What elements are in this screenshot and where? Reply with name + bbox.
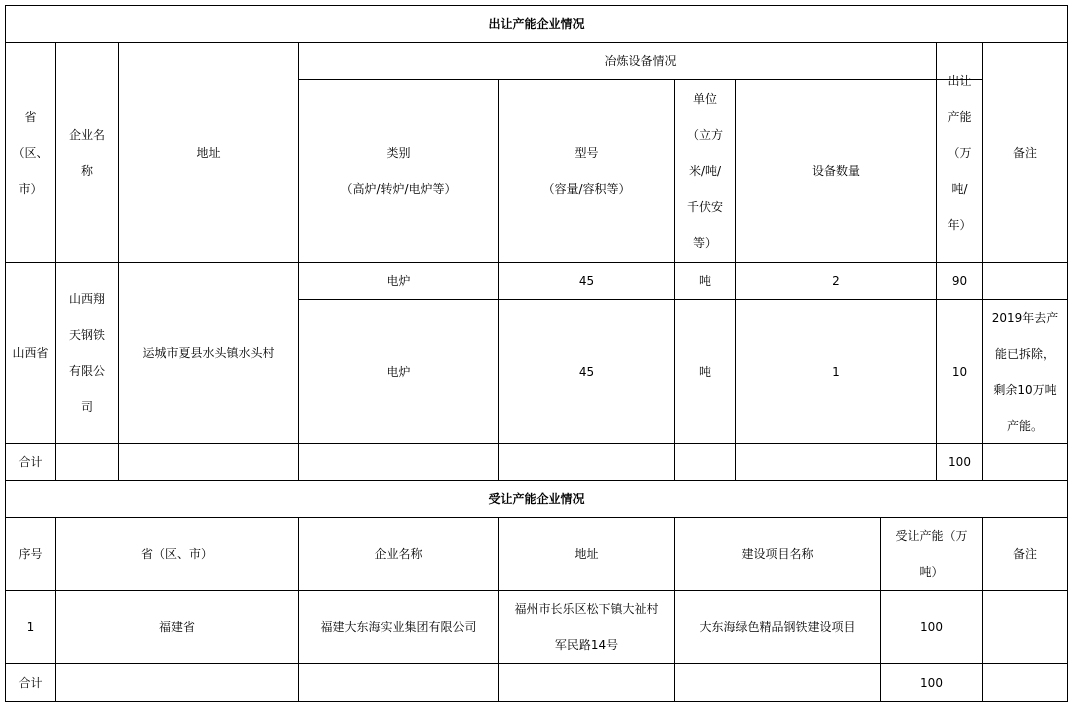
header-receive-capacity: 受让产能（万 吨） bbox=[880, 517, 983, 591]
header-equipment-group: 冶炼设备情况 bbox=[298, 42, 983, 80]
inbound-address: 福州市长乐区松下镇大祉村 军民路14号 bbox=[498, 590, 675, 664]
inbound-total-capacity: 100 bbox=[880, 663, 983, 702]
header-inbound-remark: 备注 bbox=[982, 517, 1068, 591]
header-address: 地址 bbox=[118, 42, 299, 263]
inbound-total-empty bbox=[55, 663, 299, 702]
outbound-total-empty bbox=[118, 443, 299, 481]
header-inbound-address: 地址 bbox=[498, 517, 675, 591]
row2-category: 电炉 bbox=[298, 299, 499, 444]
header-remark: 备注 bbox=[982, 42, 1068, 263]
inbound-total-empty bbox=[298, 663, 499, 702]
header-seq: 序号 bbox=[5, 517, 56, 591]
header-inbound-province: 省（区、市） bbox=[55, 517, 299, 591]
header-transfer-capacity: 出让 产能 （万 吨/ 年） bbox=[936, 42, 983, 263]
inbound-project: 大东海绿色精品钢铁建设项目 bbox=[674, 590, 881, 664]
outbound-total-label: 合计 bbox=[5, 443, 56, 481]
row1-unit: 吨 bbox=[674, 262, 736, 300]
row2-unit: 吨 bbox=[674, 299, 736, 444]
inbound-total-empty bbox=[674, 663, 881, 702]
header-quantity: 设备数量 bbox=[735, 79, 937, 263]
header-model: 型号 （容量/容积等） bbox=[498, 79, 675, 263]
row1-model: 45 bbox=[498, 262, 675, 300]
header-province: 省 （区、 市） bbox=[5, 42, 56, 263]
row2-model: 45 bbox=[498, 299, 675, 444]
row2-quantity: 1 bbox=[735, 299, 937, 444]
inbound-company: 福建大东海实业集团有限公司 bbox=[298, 590, 499, 664]
inbound-total-empty bbox=[982, 663, 1068, 702]
header-project: 建设项目名称 bbox=[674, 517, 881, 591]
header-company: 企业名 称 bbox=[55, 42, 119, 263]
outbound-total-empty bbox=[298, 443, 499, 481]
header-unit: 单位 （立方 米/吨/ 千伏安 等） bbox=[674, 79, 736, 263]
inbound-section-title: 受让产能企业情况 bbox=[5, 480, 1068, 518]
inbound-province: 福建省 bbox=[55, 590, 299, 664]
outbound-province: 山西省 bbox=[5, 262, 56, 444]
inbound-remark bbox=[982, 590, 1068, 664]
outbound-total-empty bbox=[498, 443, 675, 481]
outbound-total-empty bbox=[982, 443, 1068, 481]
row2-capacity: 10 bbox=[936, 299, 983, 444]
outbound-total-empty bbox=[674, 443, 736, 481]
row1-quantity: 2 bbox=[735, 262, 937, 300]
row1-remark bbox=[982, 262, 1068, 300]
inbound-total-empty bbox=[498, 663, 675, 702]
row2-remark: 2019年去产 能已拆除， 剩余10万吨 产能。 bbox=[982, 299, 1068, 444]
capacity-transfer-table bbox=[5, 5, 1068, 702]
inbound-capacity: 100 bbox=[880, 590, 983, 664]
outbound-address: 运城市夏县水头镇水头村 bbox=[118, 262, 299, 444]
row1-capacity: 90 bbox=[936, 262, 983, 300]
row1-category: 电炉 bbox=[298, 262, 499, 300]
inbound-total-label: 合计 bbox=[5, 663, 56, 702]
outbound-section-title: 出让产能企业情况 bbox=[5, 5, 1068, 43]
outbound-total-empty bbox=[735, 443, 937, 481]
outbound-total-capacity: 100 bbox=[936, 443, 983, 481]
outbound-total-empty bbox=[55, 443, 119, 481]
header-inbound-company: 企业名称 bbox=[298, 517, 499, 591]
header-category: 类别 （高炉/转炉/电炉等） bbox=[298, 79, 499, 263]
inbound-seq: 1 bbox=[5, 590, 56, 664]
outbound-company: 山西翔 天钢铁 有限公 司 bbox=[55, 262, 119, 444]
